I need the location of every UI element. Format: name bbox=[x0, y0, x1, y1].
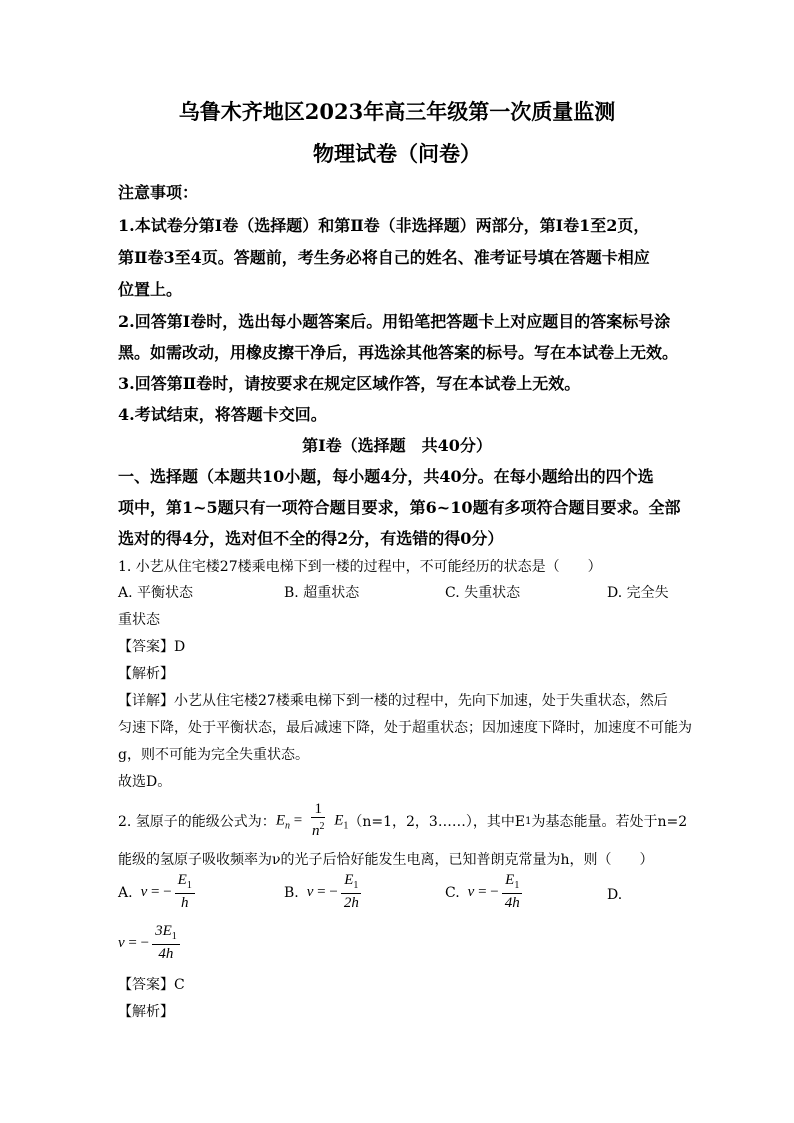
section-instruction: 一、选择题（本题共10小题，每小题4分，共40分。在每小题给出的四个选 bbox=[118, 467, 654, 486]
question-2-stem-line2: 能级的氢原子吸收频率为ν的光子后恰好能发生电离，已知普朗克常量为h，则（ ） bbox=[118, 852, 654, 868]
q2-option-d: ν = − $\frac{3E_1}{4h}$ bbox=[118, 924, 183, 963]
q1-option-c: C. 失重状态 bbox=[445, 585, 521, 601]
q1-analysis-label: 【解析】 bbox=[118, 666, 174, 682]
q1-detail-line: g，则不可能为完全失重状态。 bbox=[118, 747, 309, 763]
q2-option-b: B. ν = − $\frac{E_1}{2h}$ bbox=[284, 873, 365, 912]
section-instruction: 选对的得4分，选对但不全的得2分，有选错的得0分） bbox=[118, 529, 504, 548]
q1-option-b: B. 超重状态 bbox=[284, 585, 360, 601]
q2-option-d-label: D. bbox=[607, 887, 623, 903]
q1-option-a: A. 平衡状态 bbox=[118, 585, 194, 601]
exam-title: 乌鲁木齐地区2023年高三年级第一次质量监测 bbox=[178, 99, 616, 124]
question-2-stem: 2. 氢原子的能级公式为： $E_n$ = $\frac{1}{n^2}$ $E_1$ （n=1，2，3……），其中E 1 为基态能量。若处于n=2 bbox=[118, 801, 688, 839]
notice-line: 第Ⅱ卷3至4页。答题前，考生务必将自己的姓名、准考证号填在答题卡相应 bbox=[118, 248, 650, 267]
question-1-stem: 1. 小艺从住宅楼27楼乘电梯下到一楼的过程中，不可能经历的状态是（ ） bbox=[118, 559, 602, 575]
q2-option-c: C. ν = − $\frac{E_1}{4h}$ bbox=[445, 873, 526, 912]
q1-detail-line: 匀速下降，处于平衡状态，最后减速下降，处于超重状态；因加速度下降时，加速度不可能为 bbox=[118, 720, 692, 736]
section-title: 第Ⅰ卷（选择题 共40分） bbox=[302, 436, 492, 455]
q1-detail-line: 【详解】小艺从住宅楼27楼乘电梯下到一楼的过程中，先向下加速，处于失重状态，然后 bbox=[118, 693, 668, 709]
notice-line: 黑。如需改动，用橡皮擦干净后，再选涂其他答案的标号。写在本试卷上无效。 bbox=[118, 343, 679, 362]
notice-line: 2.回答第Ⅰ卷时，选出每小题答案后。用铅笔把答题卡上对应题目的答案标号涂 bbox=[118, 312, 671, 331]
exam-subtitle: 物理试卷（问卷） bbox=[313, 141, 481, 166]
q2-analysis-label: 【解析】 bbox=[118, 1004, 174, 1020]
q2-option-a: A. ν = − $\frac{E_1}{h}$ bbox=[118, 873, 198, 912]
q2-answer: 【答案】C bbox=[118, 977, 185, 993]
energy-formula: $E_n$ = $\frac{1}{n^2}$ $E_1$ bbox=[275, 801, 349, 839]
q1-answer: 【答案】D bbox=[118, 639, 186, 655]
q1-detail-line: 故选D。 bbox=[118, 774, 172, 790]
notice-line: 3.回答第Ⅱ卷时，请按要求在规定区域作答，写在本试卷上无效。 bbox=[118, 374, 581, 393]
q2-stem-text: 2. 氢原子的能级公式为： bbox=[118, 814, 276, 830]
notice-line: 4.考试结束，将答题卡交回。 bbox=[118, 405, 327, 424]
notice-line: 位置上。 bbox=[118, 280, 183, 299]
q1-option-d: D. 完全失 bbox=[607, 585, 669, 601]
notice-heading: 注意事项： bbox=[118, 183, 199, 202]
notice-line: 1.本试卷分第Ⅰ卷（选择题）和第Ⅱ卷（非选择题）两部分，第Ⅰ卷1至2页， bbox=[118, 216, 650, 235]
section-instruction: 项中，第1~5题只有一项符合题目要求，第6~10题有多项符合题目要求。全部 bbox=[118, 498, 681, 517]
q1-option-d-wrap: 重状态 bbox=[118, 612, 160, 628]
